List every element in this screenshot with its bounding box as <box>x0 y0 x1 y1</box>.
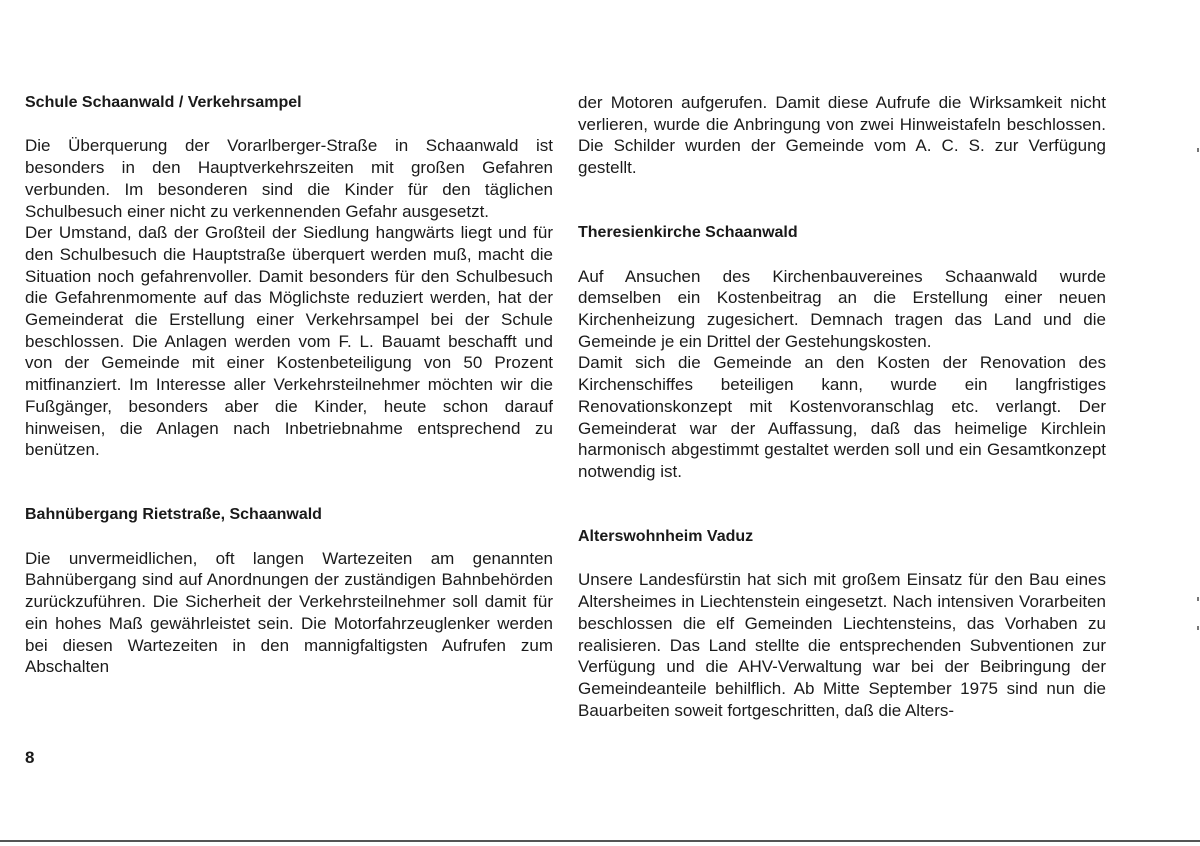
paragraph: Die Überquerung der Vorarlberger-Straße in Schaanwald ist besonders in den Hauptverkehrszeiten mit großen Gefahren verbunden. Im besonderen sind die Kinder für den täglichen Schulbesuch einer nicht zu verkennenden Gefahr ausgesetzt. <box>25 136 553 221</box>
left-column <box>25 92 553 678</box>
section-body-alterswohnheim <box>578 569 1106 721</box>
section-body-schule-verkehrsampel <box>25 135 553 461</box>
section-body-bahnuebergang <box>25 548 553 678</box>
heading-bahnuebergang: Bahnübergang Rietstraße, Schaanwald <box>25 506 322 524</box>
scan-edge-mark <box>1197 597 1199 601</box>
scan-edge-mark <box>1197 626 1199 630</box>
continuation-text <box>578 92 1106 179</box>
paragraph: Der Umstand, daß der Großteil der Siedlung hangwärts liegt und für den Schulbesuch die Hauptstraße überquert werden muß, macht die Situation noch gefahrenvoller. Damit besonders für den Schulbesuch die Gefahrenmomente auf das Möglichste reduziert werden, hat der Gemeinderat die Erstellung einer Verkehrsampel bei der Schule beschlossen. Die Anlagen werden vom F. L. Bauamt beschafft und von der Gemeinde mit einer Kostenbeteiligung von 50 Prozent mitfinanziert. Im Interesse aller Verkehrsteilnehmer möchten wir die Fußgänger, besonders aber die Kinder, heute schon darauf hinweisen, die Anlagen nach Inbetriebnahme entsprechend zu benützen. <box>25 223 553 460</box>
heading-schule-verkehrsampel: Schule Schaanwald / Verkehrsampel <box>25 94 302 111</box>
heading-alterswohnheim: Alterswohnheim Vaduz <box>578 528 754 546</box>
heading-theresienkirche: Theresienkirche Schaanwald <box>578 224 798 242</box>
paragraph: der Motoren aufgerufen. Damit diese Aufrufe die Wirksamkeit nicht verlieren, wurde die Anbringung von zwei Hinweistafeln beschlossen. Die Schilder wurden der Gemeinde vom A. C. S. zur Verfügung gestellt. <box>578 93 1106 178</box>
right-column <box>578 92 1106 721</box>
page-number: 8 <box>25 748 35 767</box>
bottom-rule <box>0 840 1200 842</box>
section-body-theresienkirche <box>578 266 1106 483</box>
paragraph: Die unvermeidlichen, oft langen Wartezeiten am genannten Bahnübergang sind auf Anordnungen der zuständigen Bahnbehörden zurückzuführen. Die Sicherheit der Verkehrsteilnehmer soll damit für ein hohes Maß gewährleistet sein. Die Motorfahrzeuglenker werden bei diesen Wartezeiten in den mannigfaltigsten Aufrufen zum Abschalten <box>25 548 553 677</box>
paragraph: Unsere Landesfürstin hat sich mit großem Einsatz für den Bau eines Altersheimes in Liechtenstein eingesetzt. Nach intensiven Vorarbeiten beschlossen die elf Gemeinden Liechtensteins, das Vorhaben zu realisieren. Das Land stellte die entsprechenden Subventionen zur Verfügung und die AHV-Verwaltung war bei der Beibringung der Gemeindeanteile behilflich. Ab Mitte September 1975 sind nun die Bauarbeiten soweit fortgeschritten, daß die Alters- <box>578 570 1106 720</box>
paragraph: Damit sich die Gemeinde an den Kosten der Renovation des Kirchenschiffes beteiligen kann, wurde ein langfristiges Renovationskonzept mit Kostenvoranschlag etc. verlangt. Der Gemeinderat war der Auffassung, daß das heimelige Kirchlein harmonisch abgestimmt gestaltet werden soll und ein Gesamtkonzept notwendig ist. <box>578 353 1106 481</box>
scan-edge-mark <box>1197 148 1199 152</box>
paragraph: Auf Ansuchen des Kirchenbauvereines Schaanwald wurde demselben ein Kostenbeitrag an die Erstellung einer neuen Kirchenheizung zugesichert. Demnach tragen das Land und die Gemeinde je ein Drittel der Gestehungskosten. <box>578 266 1106 351</box>
